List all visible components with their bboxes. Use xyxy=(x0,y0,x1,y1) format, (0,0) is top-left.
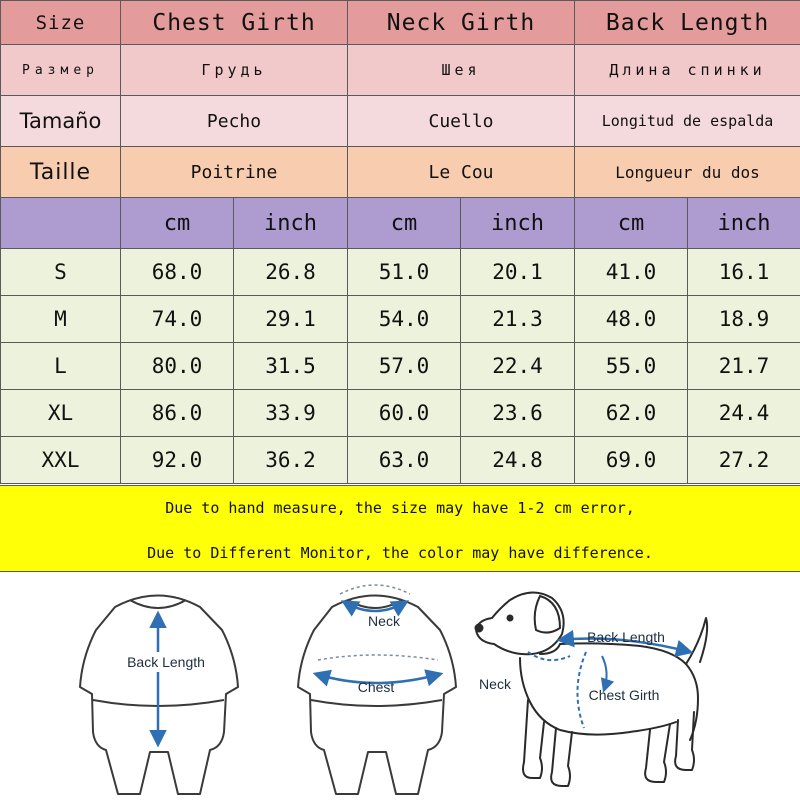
header-size-es: Tamaño xyxy=(1,96,121,147)
header-neck-es: Cuello xyxy=(348,96,575,147)
back-inch-cell: 18.9 xyxy=(688,296,800,343)
back-length-label: Back Length xyxy=(127,654,205,670)
header-chest-ru: Грудь xyxy=(121,45,348,96)
back-cm-cell: 62.0 xyxy=(575,390,688,437)
neck-label: Neck xyxy=(368,613,400,629)
chest-cm-cell: 74.0 xyxy=(121,296,234,343)
header-row-russian xyxy=(1,45,800,96)
size-label: XXL xyxy=(1,437,121,484)
back-cm-cell: 55.0 xyxy=(575,343,688,390)
size-row-xxl xyxy=(1,437,800,484)
neck-cm-cell: 60.0 xyxy=(348,390,461,437)
header-neck-en: Neck Girth xyxy=(348,1,575,45)
back-cm-cell: 48.0 xyxy=(575,296,688,343)
dog-chest-girth-label: Chest Girth xyxy=(588,687,660,703)
header-chest-es: Pecho xyxy=(121,96,348,147)
back-inch-cell: 21.7 xyxy=(688,343,800,390)
chest-dashed-line xyxy=(318,655,438,660)
unit-back-cm: cm xyxy=(575,198,688,249)
neck-cm-cell: 54.0 xyxy=(348,296,461,343)
unit-blank-cell xyxy=(1,198,121,249)
header-back-es: Longitud de espalda xyxy=(575,96,800,147)
header-size-fr: Taille xyxy=(1,147,121,198)
unit-row xyxy=(1,198,800,249)
unit-chest-inch: inch xyxy=(234,198,348,249)
chest-inch-cell: 31.5 xyxy=(234,343,348,390)
header-size-en: Size xyxy=(1,1,121,45)
size-row-s xyxy=(1,249,800,296)
chest-inch-cell: 29.1 xyxy=(234,296,348,343)
neck-inch-cell: 20.1 xyxy=(461,249,575,296)
neck-cm-cell: 63.0 xyxy=(348,437,461,484)
back-inch-cell: 27.2 xyxy=(688,437,800,484)
unit-neck-cm: cm xyxy=(348,198,461,249)
header-back-ru: Длина спинки xyxy=(575,45,800,96)
header-chest-en: Chest Girth xyxy=(121,1,348,45)
size-row-l xyxy=(1,343,800,390)
back-inch-cell: 16.1 xyxy=(688,249,800,296)
chest-inch-cell: 33.9 xyxy=(234,390,348,437)
size-label: L xyxy=(1,343,121,390)
measurement-diagram xyxy=(0,572,800,800)
dog-chest-dashed-line xyxy=(577,652,586,728)
unit-back-inch: inch xyxy=(688,198,800,249)
dog-neck-label: Neck xyxy=(479,676,511,692)
header-chest-fr: Poitrine xyxy=(121,147,348,198)
header-back-en: Back Length xyxy=(575,1,800,45)
measurement-note xyxy=(0,485,800,572)
header-back-fr: Longueur du dos xyxy=(575,147,800,198)
note-line-1: Due to hand measure, the size may have 1-2 cm error, xyxy=(165,499,635,517)
size-label: M xyxy=(1,296,121,343)
header-neck-ru: Шея xyxy=(348,45,575,96)
chest-inch-cell: 26.8 xyxy=(234,249,348,296)
neck-inch-cell: 21.3 xyxy=(461,296,575,343)
unit-chest-cm: cm xyxy=(121,198,234,249)
size-label: S xyxy=(1,249,121,296)
header-row-french xyxy=(1,147,800,198)
neck-inch-cell: 23.6 xyxy=(461,390,575,437)
size-row-m xyxy=(1,296,800,343)
header-row-english xyxy=(1,1,800,45)
header-neck-fr: Le Cou xyxy=(348,147,575,198)
neck-cm-cell: 57.0 xyxy=(348,343,461,390)
size-label: XL xyxy=(1,390,121,437)
chest-label: Chest xyxy=(357,679,395,695)
neck-inch-cell: 22.4 xyxy=(461,343,575,390)
neck-cm-cell: 51.0 xyxy=(348,249,461,296)
back-cm-cell: 41.0 xyxy=(575,249,688,296)
back-inch-cell: 24.4 xyxy=(688,390,800,437)
back-cm-cell: 69.0 xyxy=(575,437,688,484)
chest-cm-cell: 92.0 xyxy=(121,437,234,484)
chest-cm-cell: 80.0 xyxy=(121,343,234,390)
chest-cm-cell: 68.0 xyxy=(121,249,234,296)
chest-cm-cell: 86.0 xyxy=(121,390,234,437)
unit-neck-inch: inch xyxy=(461,198,575,249)
chest-inch-cell: 36.2 xyxy=(234,437,348,484)
header-size-ru: Размер xyxy=(1,45,121,96)
header-row-spanish xyxy=(1,96,800,147)
dog-chest-arrow xyxy=(602,656,607,690)
neck-inch-cell: 24.8 xyxy=(461,437,575,484)
note-line-2: Due to Different Monitor, the color may have difference. xyxy=(147,544,653,562)
size-row-xl xyxy=(1,390,800,437)
neck-dashed-line xyxy=(340,585,410,594)
dog-back-length-label: Back Length xyxy=(587,629,665,645)
